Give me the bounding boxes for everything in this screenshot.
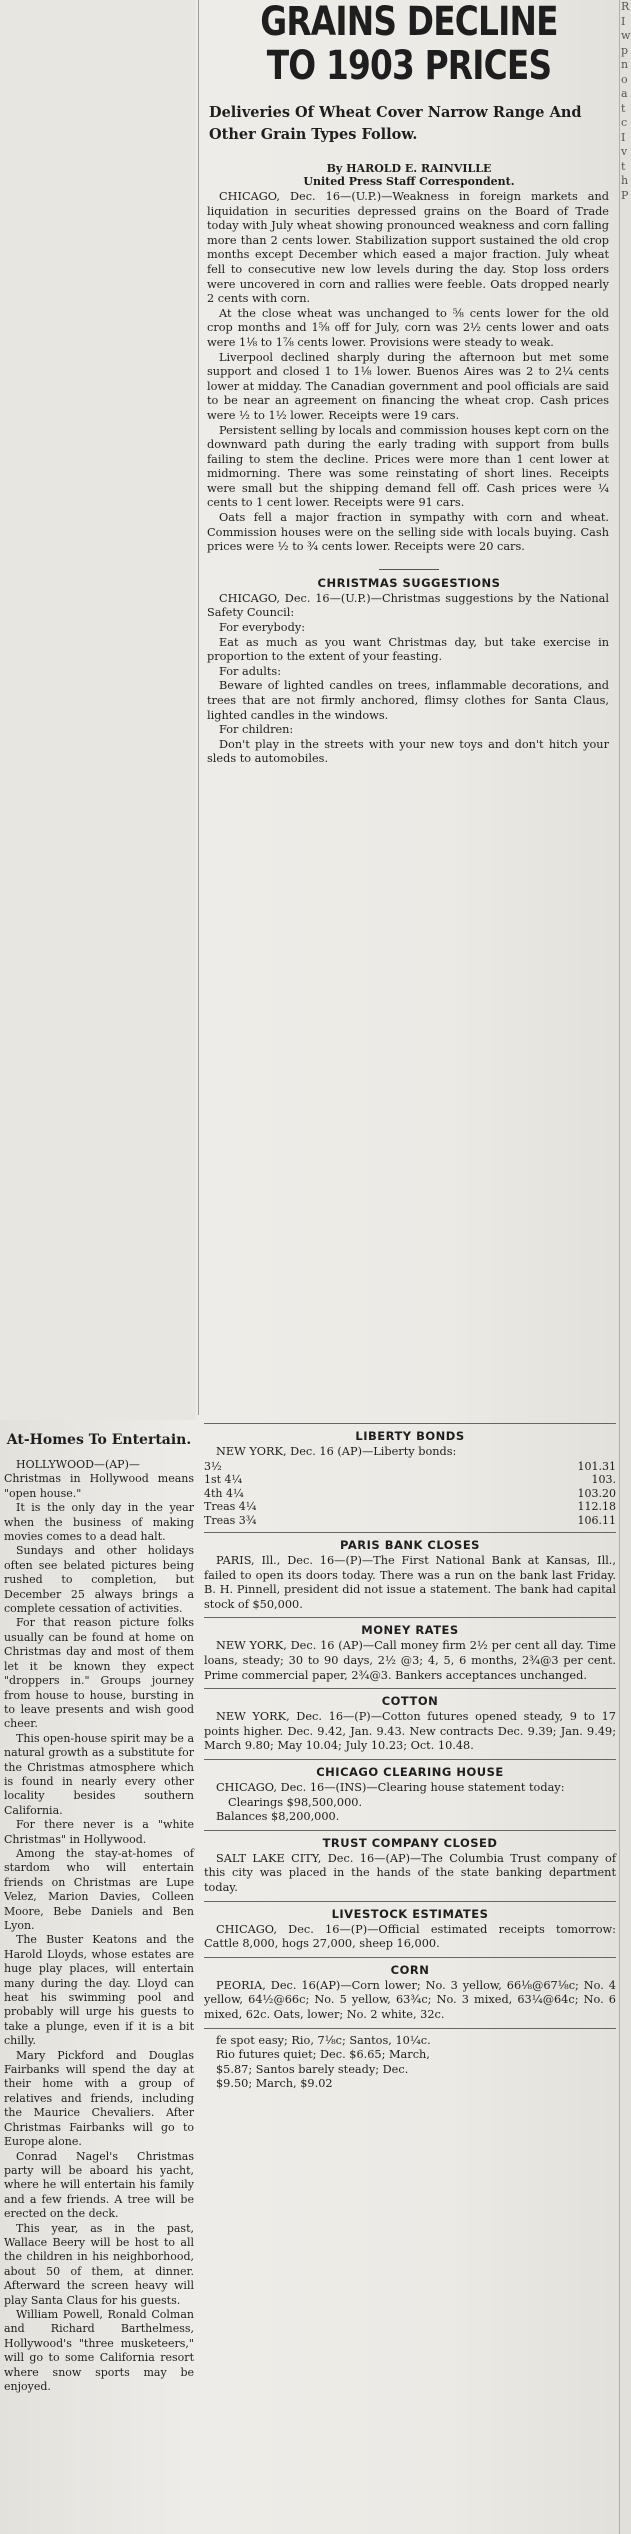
paragraph: The Buster Keatons and the Harold Lloyds, whose estates are huge play places, will entertain many during the day. Lloyd can heat his swimming pool and probably will urge his guests to take a plunge, even if it is a bit chilly.	[4, 1933, 194, 2048]
paragraph: For children:	[219, 723, 294, 737]
grains-body	[207, 190, 609, 555]
paragraph: Liverpool declined sharply during the afternoon but met some support and closed 1 to 1⅛ lower. Buenos Aires was 2 to 2¼ cents lower at midday. The Canadian government and pool officials are said to be near an agreement on financing the wheat crop. Cash prices were ½ to 1½ lower. Receipts were 19 cars.	[207, 350, 609, 422]
trust-title: TRUST COMPANY CLOSED	[322, 1835, 498, 1850]
money-title: MONEY RATES	[361, 1623, 459, 1638]
divider	[204, 1759, 616, 1760]
bond-row	[204, 1487, 616, 1501]
trust-body: SALT LAKE CITY, Dec. 16—(AP)—The Columbia Trust company of this city was placed in the hands of the state banking department today.	[204, 1851, 616, 1894]
paragraph: At the close wheat was unchanged to ⅝ cents lower for the old crop months and 1⅝ off for July, corn was 2½ cents lower and oats were 1⅛ to 1⅞ cents lower. Provisions were steady to weak.	[207, 306, 609, 349]
paragraph: Persistent selling by locals and commission houses kept corn on the downward path during the early trading with support from bulls failing to stem the decline. Prices were more than 1 cent lower at midmorning. There was some reinstating of short lines. Receipts were small but the shipping demand fell off. Cash prices were ¼ cents to 1 cent lower. Receipts were 91 cars.	[207, 423, 609, 510]
paris-body: PARIS, Ill., Dec. 16—(P)—The First National Bank at Kansas, Ill., failed to open its doors today. There was a run on the bank last Friday. B. H. Pinnell, president did not issue a statement. The bank had capital stock of $50,000.	[204, 1554, 616, 1611]
divider	[204, 1532, 616, 1533]
cotton-title: COTTON	[381, 1694, 439, 1709]
paragraph: William Powell, Ronald Colman and Richard Barthelmess, Hollywood's "three musketeers," will go to some California resort where snow sports may be enjoyed.	[4, 2307, 194, 2393]
edge-glyph: o	[621, 72, 628, 86]
headline-line-1: GRAINS DECLINE	[260, 0, 558, 45]
athomes-body	[4, 1458, 194, 2394]
paragraph: For there never is a "white Christmas" in Hollywood.	[4, 1818, 194, 1846]
xmas-title: CHRISTMAS SUGGESTIONS	[317, 575, 501, 590]
bonds-title: LIBERTY BONDS	[355, 1429, 465, 1443]
bond-value: 103.	[591, 1473, 616, 1487]
clearing-body: CHICAGO, Dec. 16—(INS)—Clearing house statement today: Clearings $98,500,000. Balances $8,200,000.	[216, 1781, 565, 1824]
edge-glyph: p	[621, 43, 629, 57]
cotton-body: NEW YORK, Dec. 16—(P)—Cotton futures opened steady, 9 to 17 points higher. Dec. 9.42, Jan. 9.43. New contracts Dec. 9.39; Jan. 9.49; March 9.80; May 10.04; July 10.23; Oct. 10.48.	[204, 1710, 616, 1753]
divider	[204, 1688, 616, 1689]
separator	[379, 569, 439, 570]
paragraph: For everybody:	[219, 621, 306, 635]
livestock-title: LIVESTOCK ESTIMATES	[331, 1906, 489, 1921]
edge-glyph: h	[621, 174, 629, 187]
paragraph: Mary Pickford and Douglas Fairbanks will spend the day at their home with a group of relatives and friends, including the Maurice Chevaliers. After Christmas Fairbanks will go to Europe alone.	[4, 2048, 194, 2149]
edge-glyph: n	[621, 58, 629, 71]
divider	[204, 1423, 616, 1424]
divider	[204, 1957, 616, 1958]
divider	[204, 1617, 616, 1618]
paragraph: HOLLYWOOD—(AP)—Christmas in Hollywood means "open house."	[4, 1458, 194, 1500]
bond-row	[204, 1514, 616, 1528]
bond-row	[204, 1460, 616, 1474]
clearing-title: CHICAGO CLEARING HOUSE	[316, 1765, 504, 1780]
bond-name: 4th 4¼	[204, 1486, 244, 1500]
bond-value: 101.31	[577, 1459, 616, 1473]
corn-body: PEORIA, Dec. 16(AP)—Corn lower; No. 3 yellow, 66⅛@67⅛c; No. 4 yellow, 64½@66c; No. 5 yellow, 63¾c; No. 3 mixed, 63¼@64c; No. 6 mixed, 62c. Oats, lower; No. 2 white, 32c.	[204, 1978, 616, 2021]
bond-value: 106.11	[577, 1513, 616, 1527]
athomes-article	[4, 1432, 194, 2394]
bond-name: 3½	[204, 1459, 222, 1473]
paragraph: Don't play in the streets with your new toys and don't hitch your sleds to automobiles.	[207, 737, 609, 766]
paragraph: fe spot easy; Rio, 7⅛c; Santos, 10¼c.	[216, 2033, 431, 2047]
bond-value: 103.20	[577, 1486, 616, 1500]
livestock-body: CHICAGO, Dec. 16—(P)—Official estimated receipts tomorrow: Cattle 8,000, hogs 27,000, sheep 16,000.	[204, 1922, 616, 1951]
bond-name: Treas 3¾	[204, 1513, 257, 1527]
bond-row	[204, 1473, 616, 1487]
edge-glyph: I	[621, 130, 626, 144]
coffee-fragment	[204, 2034, 616, 2092]
edge-glyph: v	[621, 145, 628, 158]
corn-title: CORN	[390, 1962, 430, 1977]
xmas-body	[207, 592, 609, 767]
divider	[204, 1901, 616, 1902]
paragraph: Among the stay-at-homes of stardom who will entertain friends on Christmas are Lupe Velez, Marion Davies, Colleen Moore, Bebe Daniels and Ben Lyon.	[4, 1846, 194, 1932]
column-rule-right	[619, 0, 620, 2534]
divider	[204, 2028, 616, 2029]
edge-glyph: t	[621, 159, 626, 173]
edge-glyph: R	[621, 0, 630, 13]
edge-glyph: P	[621, 188, 629, 202]
paragraph: This year, as in the past, Wallace Beery will be host to all the children in his neighborhood, about 50 of them, at dinner. Afterward the screen heavy will play Santa Claus for his guests.	[4, 2221, 194, 2307]
divider	[204, 1830, 616, 1831]
edge-glyph: a	[621, 87, 628, 100]
paragraph: Oats fell a major fraction in sympathy with corn and wheat. Commission houses were on the selling side with locals buying. Cash prices were ½ to ¾ cents lower. Receipts were 20 cars.	[207, 511, 609, 554]
byline-author: By HAROLD E. RAINVILLE	[326, 162, 492, 175]
bond-name: 1st 4¼	[204, 1473, 243, 1487]
paragraph: $9.50; March, $9.02	[216, 2077, 333, 2091]
money-body: NEW YORK, Dec. 16 (AP)—Call money firm 2½ per cent all day. Time loans, steady; 30 to 90 days, 2½ @3; 4, 5, 6 months, 2¾@3 per cent. Prime commercial paper, 2¾@3. Bankers acceptances unchanged.	[204, 1639, 616, 1682]
paragraph: Beware of lighted candles on trees, inflammable decorations, and trees that are not firmly anchored, flimsy clothes for Santa Claus, lighted candles in the windows.	[207, 679, 609, 722]
paragraph: Eat as much as you want Christmas day, but take exercise in proportion to the extent of your feasting.	[207, 635, 609, 664]
bond-name: Treas 4¼	[204, 1500, 257, 1514]
paragraph: Conrad Nagel's Christmas party will be aboard his yacht, where he will entertain his family and a few friends. A tree will be erected on the deck.	[4, 2149, 194, 2221]
paragraph: It is the only day in the year when the business of making movies comes to a dead halt.	[4, 1501, 194, 1544]
left-column-blank-area	[0, 0, 196, 1420]
byline-org: United Press Staff Correspondent.	[303, 175, 515, 188]
paragraph: This open-house spirit may be a natural growth as a substitute for the Christmas atmosphere which is found in nearly every other locality besides southern California.	[4, 1731, 194, 1817]
bonds-intro: NEW YORK, Dec. 16 (AP)—Liberty bonds:	[216, 1445, 457, 1458]
bonds-table	[204, 1460, 616, 1528]
paragraph: For that reason picture folks usually can be found at home on Christmas day and most of them let it be known they expect "droppers in." Groups journey from house to house, bursting in to leave presents and wish good cheer.	[4, 1616, 194, 1731]
edge-glyph: I	[621, 14, 626, 28]
edge-glyph: c	[621, 116, 628, 129]
paragraph: Sundays and other holidays often see belated pictures being rushed to completion, but December 25 always brings a complete cessation of activities.	[4, 1544, 194, 1616]
article-deck: Deliveries Of Wheat Cover Narrow Range And Other Grain Types Follow.	[209, 104, 582, 143]
paris-title: PARIS BANK CLOSES	[340, 1538, 480, 1553]
headline-line-2: TO 1903 PRICES	[266, 43, 552, 89]
paragraph: Rio futures quiet; Dec. $6.65; March,	[216, 2048, 430, 2062]
market-briefs	[204, 1418, 616, 2092]
grains-article	[199, 0, 619, 767]
paragraph: $5.87; Santos barely steady; Dec.	[216, 2062, 409, 2076]
bond-value: 112.18	[577, 1500, 616, 1514]
paragraph: For adults:	[219, 664, 282, 678]
athomes-title: At-Homes To Entertain.	[6, 1432, 192, 1448]
paragraph: CHICAGO, Dec. 16—(U.P.)—Weakness in foreign markets and liquidation in securities depressed grains on the Board of Trade today with July wheat showing pronounced weakness and corn falling more than 2 cents lower. Stabilization support sustained the old crop months except December which eased a major fraction. July wheat fell to consecutive new low levels during the day. Stop loss orders were uncovered in corn and rallies were feeble. Oats dropped nearly 2 cents with corn.	[207, 190, 609, 306]
adjacent-column-fragment	[621, 0, 631, 2534]
edge-glyph: w	[621, 29, 631, 42]
bond-row	[204, 1500, 616, 1514]
paragraph: CHICAGO, Dec. 16—(U.P.)—Christmas suggestions by the National Safety Council:	[207, 591, 609, 620]
edge-glyph: t	[621, 101, 626, 115]
